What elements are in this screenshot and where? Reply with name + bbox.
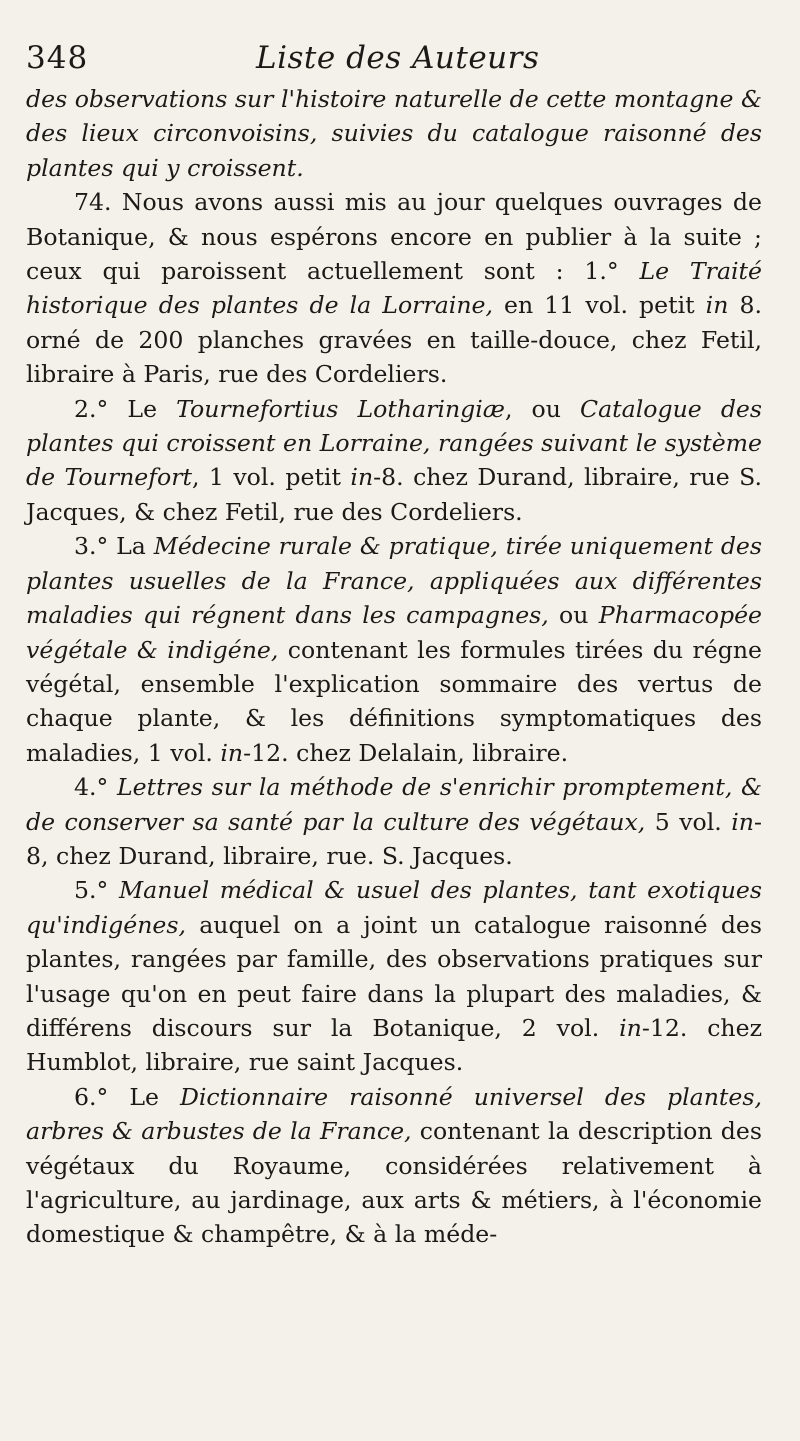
italic-text-run: Pharmacopée végétale & indigéne, — [26, 601, 762, 664]
italic-text-run: Catalogue des plantes qui croissent en Lorraine, rangées suivant le système de Tournefort — [26, 394, 762, 492]
text-run: -8, chez Durand, libraire, rue. S. Jacques. — [26, 807, 762, 870]
text-run: 6.° Le — [74, 1082, 180, 1111]
paragraph — [26, 873, 762, 1079]
text-run: -12. chez Delalain, libraire. — [243, 738, 569, 767]
text-run: 3.° La — [74, 532, 154, 561]
italic-text-run: in — [731, 807, 755, 836]
italic-text-run: Dictionnaire raisonné universel des plantes, arbres & arbustes de la France, — [26, 1082, 762, 1146]
italic-text-run: Tournefortius Lotharingiæ — [176, 394, 505, 423]
italic-text-run: in — [619, 1013, 642, 1042]
text-run: 2.° Le — [74, 394, 177, 423]
italic-text-run: Médecine rurale & pratique, tirée uniquement des plantes usuelles de la France, appliquées aux différentes maladies qui régnent dans les campagnes, — [26, 532, 762, 630]
text-run: contenant les formules tirées du régne végétal, ensemble l'explication sommaire des vertus de chaque plante, & les définitions symptomatiques des maladies, 1 vol. — [26, 635, 762, 767]
text-run: en 11 vol. petit — [492, 291, 706, 320]
italic-text-run: in — [350, 463, 374, 492]
text-run: , 1 vol. petit — [191, 463, 351, 492]
text-run: 5.° — [74, 876, 119, 905]
running-title: Liste des Auteurs — [256, 40, 540, 76]
text-run: 74. Nous avons aussi mis au jour quelques ouvrages de Botanique, & nous espérons encore en publier à la suite ; ceux qui paroissent actuellement sont : 1.° — [26, 188, 762, 286]
text-run: -12. chez Humblot, libraire, rue saint Jacques. — [26, 1013, 763, 1077]
text-run: 8. orné de 200 planches gravées en taille-douce, chez Fetil, libraire à Paris, rue des Cordeliers. — [26, 291, 763, 389]
italic-text-run: Lettres sur la méthode de s'enrichir promptement, & de conserver sa santé par la culture des végétaux, — [26, 773, 762, 836]
text-run: , ou — [504, 394, 581, 423]
text-run: contenant la description des végétaux du Royaume, considérées relativement à l'agriculture, au jardinage, aux arts & métiers, à l'économie domestique & champêtre, & à la méde- — [26, 1117, 762, 1249]
italic-text-run: des observations sur l'histoire naturelle de cette montagne & des lieux circonvoisins, suivies du catalogue raisonné des plantes qui y croissent. — [26, 85, 762, 182]
paragraph — [26, 1080, 762, 1252]
paragraph — [26, 392, 762, 530]
page-number: 348 — [26, 40, 89, 76]
italic-text-run: in — [705, 291, 729, 320]
page-header — [26, 40, 762, 82]
paragraph — [26, 770, 762, 873]
paragraph — [26, 529, 762, 770]
italic-text-run: Le Traité historique des plantes de la Lorraine, — [26, 257, 762, 320]
text-run: auquel on a joint un catalogue raisonné des plantes, rangées par famille, des observations pratiques sur l'usage qu'on en peut faire dans la plupart des maladies, & différens discours sur la Botanique, 2 vol. — [26, 910, 762, 1042]
paragraph — [26, 82, 762, 185]
italic-text-run: in — [220, 738, 244, 767]
text-run: -8. chez Durand, libraire, rue S. Jacques, & chez Fetil, rue des Cordeliers. — [26, 463, 762, 526]
text-run: 5 vol. — [645, 807, 732, 836]
body-text — [26, 82, 762, 1252]
text-run: ou — [548, 601, 599, 630]
italic-text-run: Manuel médical & usuel des plantes, tant exotiques qu'indigénes, — [26, 876, 762, 939]
text-run: 4.° — [74, 773, 117, 802]
paragraph — [26, 185, 762, 391]
